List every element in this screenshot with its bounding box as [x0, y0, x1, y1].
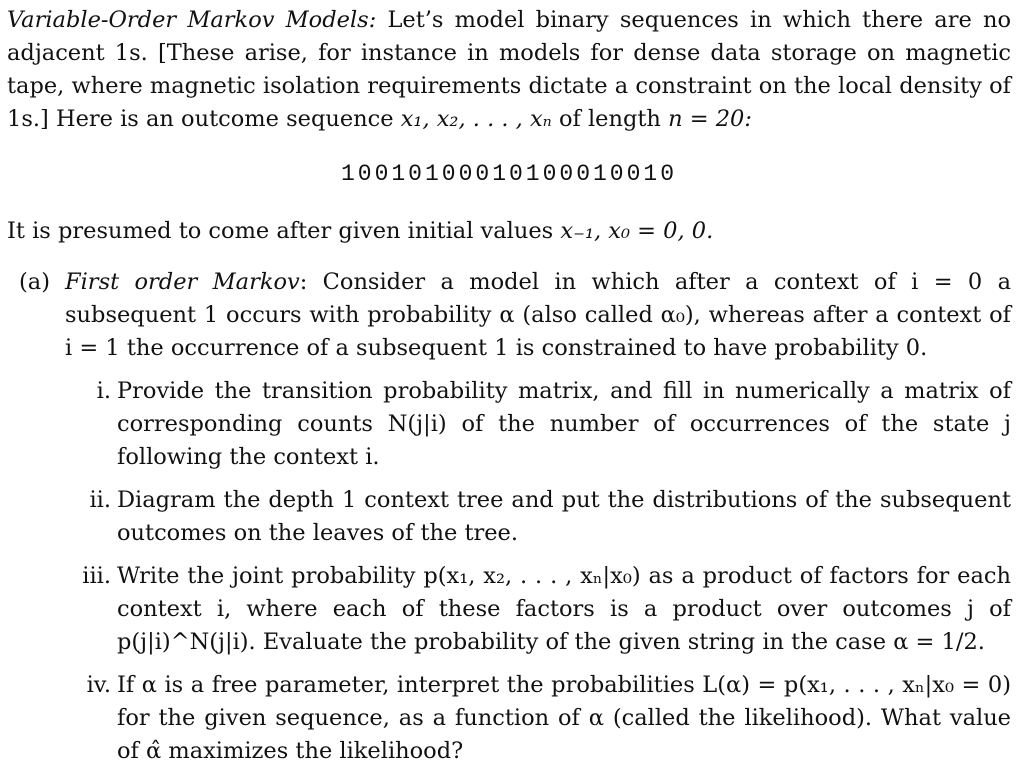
presumed-paragraph	[7, 215, 1011, 248]
intro-text-2: of length	[558, 106, 661, 132]
part-a-intro	[65, 266, 1011, 365]
part-a-label: (a)	[19, 269, 50, 295]
presumed-text: It is presumed to come after given initial values	[7, 218, 554, 244]
sub-item-ii	[65, 484, 1011, 550]
part-a-title: First order Markov	[65, 269, 300, 295]
binary-sequence: 10010100010100010010	[340, 161, 678, 187]
sub-item-text: Provide the transition probability matrix, and fill in numerically a matrix of corresponding counts N(j|i) of the number of occurrences of the state j following the context i.	[117, 378, 1011, 470]
part-a-text: : Consider a model in which after a context of i = 0 a subsequent 1 occurs with probability α (also called α₀), whereas after a context of i = 1 the occurrence of a subsequent 1 is constrained to have probability 0.	[65, 269, 1011, 361]
initial-values-expression: x₋₁, x₀ = 0, 0.	[560, 218, 714, 244]
sub-item-text: Write the joint probability p(x₁, x₂, . . . , xₙ|x₀) as a product of factors for each context i, where each of these factors is a product over outcomes j of p(j|i)^N(j|i). Evaluate the probability of the given string in the case α = 1/2.	[117, 563, 1011, 655]
sub-item-text: Diagram the depth 1 context tree and put the distributions of the subsequent outcomes on the leaves of the tree.	[117, 487, 1011, 546]
document-page	[7, 4, 1011, 768]
sub-item-label: iii.	[82, 563, 111, 589]
sub-item-iii	[65, 560, 1011, 659]
length-expression: n = 20:	[668, 106, 752, 132]
intro-text-1: Let’s model binary sequences in which there are no adjacent 1s. [These arise, for instance in models for dense data storage on magnetic tape, where magnetic isolation requirements dictate a constraint on the local density of 1s.] Here is an outcome sequence	[7, 7, 1011, 132]
sub-item-i	[65, 375, 1011, 474]
sub-item-label: i.	[96, 378, 111, 404]
sequence-expression: x₁, x₂, . . . , xₙ	[400, 106, 552, 132]
part-a-body	[65, 266, 1011, 768]
part-a	[7, 266, 1011, 768]
sub-item-label: iv.	[86, 672, 111, 698]
intro-paragraph	[7, 4, 1011, 136]
intro-title: Variable-Order Markov Models:	[7, 7, 377, 33]
sub-item-label: ii.	[89, 487, 111, 513]
sub-item-iv	[65, 669, 1011, 768]
sub-item-text: If α is a free parameter, interpret the probabilities L(α) = p(x₁, . . . , xₙ|x₀ = 0) for the given sequence, as a function of α (called the likelihood). What value of α̂ maximizes the likelihood?	[117, 672, 1011, 764]
